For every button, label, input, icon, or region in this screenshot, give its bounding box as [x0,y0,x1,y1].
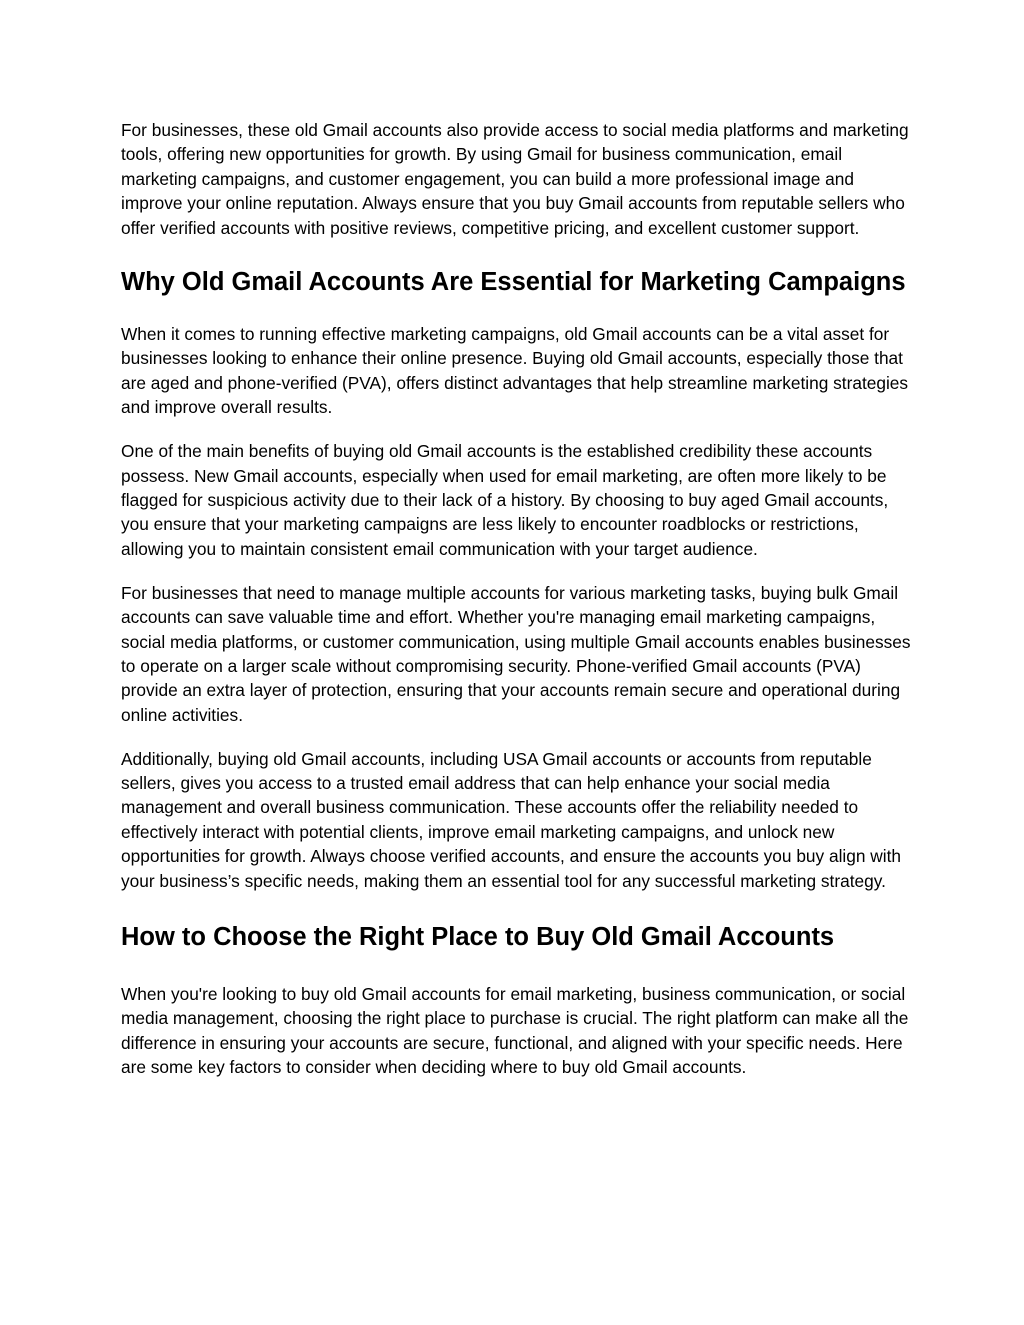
heading-marketing-campaigns: Why Old Gmail Accounts Are Essential for Marketing Campaigns [121,268,906,297]
paragraph-marketing-2: One of the main benefits of buying old Gmail accounts is the established credibility these accounts possess. New Gmail accounts, especially when used for email marketing, are often more likely to be flagged for suspicious activity due to their lack of a history. By choosing to buy aged Gmail accounts, you ensure that your marketing campaigns are less likely to encounter roadblocks or restrictions, allowing you to maintain consistent email communication with your target audience. [121,441,889,559]
document-page [121,118,911,1080]
paragraph-marketing-3: For businesses that need to manage multiple accounts for various marketing tasks, buying bulk Gmail accounts can save valuable time and effort. Whether you're managing email marketing campaigns, social media platforms, or customer communication, using multiple Gmail accounts enables businesses to operate on a larger scale without compromising security. Phone-verified Gmail accounts (PVA) provide an extra layer of protection, ensuring that your accounts remain secure and operational during online activities. [121,582,911,725]
paragraph-intro: For businesses, these old Gmail accounts also provide access to social media platforms and marketing tools, offering new opportunities for growth. By using Gmail for business communication, email marketing campaigns, and customer engagement, you can build a more professional image and improve your online reputation. Always ensure that you buy Gmail accounts from reputable sellers who offer verified accounts with positive reviews, competitive pricing, and excellent customer support. [121,120,909,238]
heading-choose-place: How to Choose the Right Place to Buy Old Gmail Accounts [121,923,835,952]
paragraph-marketing-4: Additionally, buying old Gmail accounts, including USA Gmail accounts or accounts from reputable sellers, gives you access to a trusted email address that can help enhance your social media management and overall business communication. These accounts offer the reliability needed to effectively interact with potential clients, improve email marketing campaigns, and unlock new opportunities for growth. Always choose verified accounts, and ensure the accounts you buy align with your business’s specific needs, making them an essential tool for any successful marketing strategy. [121,748,902,891]
paragraph-marketing-1: When it comes to running effective marketing campaigns, old Gmail accounts can be a vital asset for businesses looking to enhance their online presence. Buying old Gmail accounts, especially those that are aged and phone-verified (PVA), offers distinct advantages that help streamline marketing strategies and improve overall results. [121,324,909,418]
paragraph-choose-1: When you're looking to buy old Gmail accounts for email marketing, business communication, or social media management, choosing the right place to purchase is crucial. The right platform can make all the difference in ensuring your accounts are secure, functional, and aligned with your specific needs. Here are some key factors to consider when deciding where to buy old Gmail accounts. [121,984,909,1078]
